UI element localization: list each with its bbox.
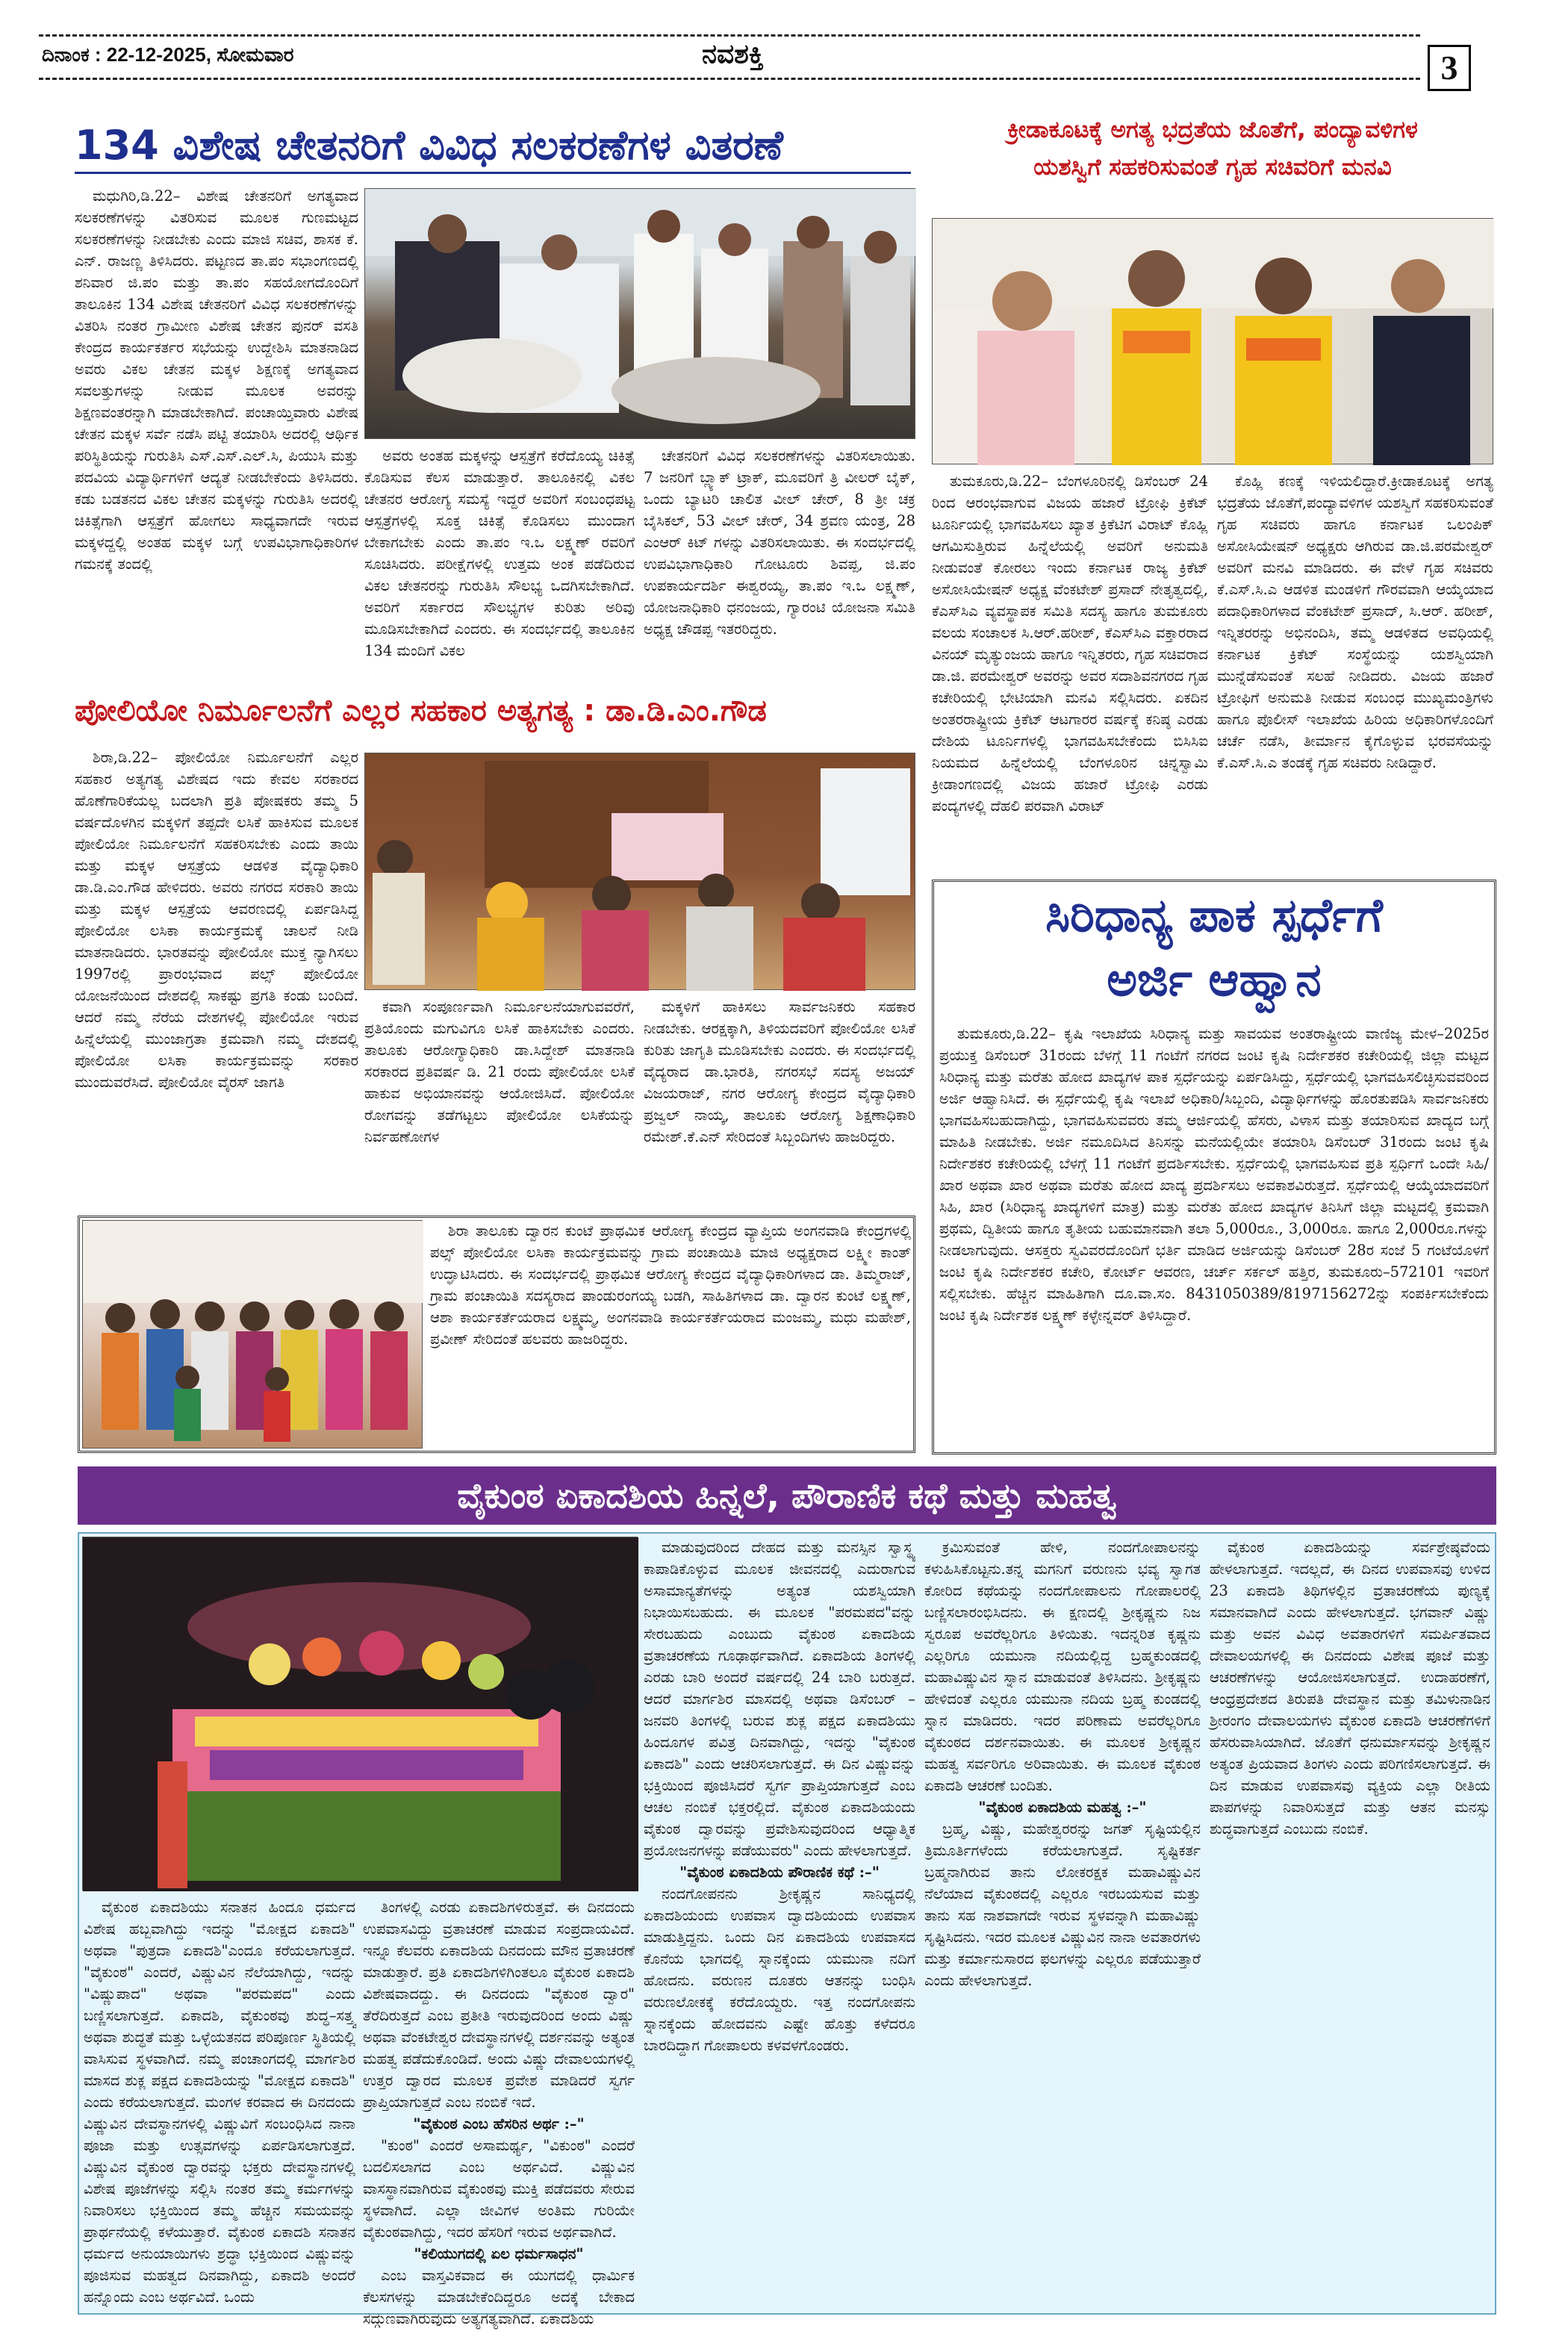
story2-text-col2: ಕವಾಗಿ ಸಂಪೂರ್ಣವಾಗಿ ನಿರ್ಮೂಲನೆಯಾಗುವವರೆಗೆ, ಪ್ರತಿಯೊಂದು ಮಗುವಿಗೂ ಲಸಿಕೆ ಹಾಕಿಸಬೇಕು ಎಂದರು. ತಾಲೂಕು ಆರೋಗ್ಯಾಧಿಕಾರಿ ಡಾ.ಸಿದ್ದೇಶ್ ಮಾತನಾಡಿ ಸರಕಾರದ ಪ್ರತಿವರ್ಷ ಡಿ. 21 ರಂದು ಪೋಲಿಯೋ ಲಸಿಕೆ ಹಾಕುವ ಅಭಿಯಾನವನ್ನು ಆಯೋಜಿಸಿದೆ. ಪೋಲಿಯೋ ರೋಗವನ್ನು ತಡೆಗಟ್ಟಲು ಪೋಲಿಯೋ ಲಸಿಕೆಯನ್ನು ನಿರ್ವಹಣೋಗಳ [364,998,635,1145]
story3-headline-line2: ಯಶಸ್ವಿಗೆ ಸಹಕರಿಸುವಂತೆ ಗೃಹ ಸಚಿವರಿಗೆ ಮನವಿ [1033,154,1392,181]
story4-headline-line2: ಅರ್ಜಿ ಆಹ್ವಾನ [1107,952,1322,1007]
story5-col2-subhead2: "ಕಲಿಯುಗದಲ್ಲಿ ಏಲ ಧರ್ಮಸಾಧನ" [414,2245,584,2262]
story3-headline-line1: ಕ್ರೀಡಾಕೂಟಕ್ಕೆ ಅಗತ್ಯ ಭದ್ರತೆಯ ಜೊತೆಗೆ, ಪಂದ್ಯಾವಳಿಗಳ [1007,116,1418,143]
story5-text-col1: ವೈಕುಂಠ ಏಕಾದಶಿಯು ಸನಾತನ ಹಿಂದೂ ಧರ್ಮದ ವಿಶೇಷ ಹಬ್ಬವಾಗಿದ್ದು ಇದನ್ನು "ಮೋಕ್ಷದ ಏಕಾದಶಿ" ಅಥವಾ "ಪುತ್ರದಾ ಏಕಾದಶಿ"ಎಂದೂ ಕರೆಯಲಾಗುತ್ತದೆ. "ವೈಕುಂಠ" ಎಂದರೆ, ವಿಷ್ಣುವಿನ ನೆಲೆಯಾಗಿದ್ದು, ಇದನ್ನು "ವಿಷ್ಣುಪಾದ" ಅಥವಾ "ಪರಮಪದ" ಎಂದು ಬಣ್ಣಿಸಲಾಗುತ್ತದೆ. ಏಕಾದಶಿ, ವೈಕುಂಠವು ಶುದ್ಧ–ಸತ್ತ್ವ ಅಥವಾ ಶುದ್ಧತೆ ಮತ್ತು ಒಳ್ಳೆಯತನದ ಪರಿಪೂರ್ಣ ಸ್ಥಿತಿಯಲ್ಲಿ ವಾಸಿಸುವ ಸ್ಥಳವಾಗಿದೆ. ನಮ್ಮ ಪಂಚಾಂಗದಲ್ಲಿ ಮಾರ್ಗಶಿರ ಮಾಸದ ಶುಕ್ಲ ಪಕ್ಷದ ಏಕಾದಶಿಯನ್ನು "ಮೋಕ್ಷದ ಏಕಾದಶಿ" ಎಂದು ಕರೆಯಲಾಗುತ್ತದೆ. ಮಂಗಳ ಕರವಾದ ಈ ದಿನದಂದು ವಿಷ್ಣುವಿನ ದೇವಸ್ಥಾನಗಳಲ್ಲಿ ವಿಷ್ಣುವಿಗೆ ಸಂಬಂಧಿಸಿದ ನಾನಾ ಪೂಜಾ ಮತ್ತು ಉತ್ಸವಗಳನ್ನು ಏರ್ಪಡಿಸಲಾಗುತ್ತದೆ. ವಿಷ್ಣುವಿನ ವೈಕುಂಠ ದ್ವಾರವನ್ನು ಭಕ್ತರು ದೇವಸ್ಥಾನಗಳಲ್ಲಿ ವಿಶೇಷ ಪೂಜೆಗಳನ್ನು ಸಲ್ಲಿಸಿ ನಂತರ ತಮ್ಮ ಕರ್ಮಗಳನ್ನು ನಿವಾರಿಸಲು ಭಕ್ತಿಯಿಂದ ತಮ್ಮ ಹೆಚ್ಚಿನ ಸಮಯವನ್ನು ಪ್ರಾರ್ಥನೆಯಲ್ಲಿ ಕಳೆಯುತ್ತಾರೆ. ವೈಕುಂಠ ಏಕಾದಶಿ ಸನಾತನ ಧರ್ಮದ ಅನುಯಾಯಿಗಳು ಶ್ರದ್ಧಾ ಭಕ್ತಿಯಿಂದ ವಿಷ್ಣುವನ್ನು ಪೂಜಿಸುವ ಮಹತ್ವದ ದಿನವಾಗಿದ್ದು, ಏಕಾದಶಿ ಅಂದರೆ ಹನ್ನೊಂದು ಎಂಬ ಅರ್ಥವಿದೆ. ಒಂದು [84,1899,355,2306]
story4-text: ತುಮಕೂರು,ಡಿ.22– ಕೃಷಿ ಇಲಾಖೆಯ ಸಿರಿಧಾನ್ಯ ಮತ್ತು ಸಾವಯವ ಅಂತರಾಷ್ಟ್ರೀಯ ವಾಣಿಜ್ಯ ಮೇಳ–2025ರ ಪ್ರಯುಕ್ತ ಡಿಸೆಂಬರ್ 31ರಂದು ಬೆಳಗ್ಗೆ 11 ಗಂಟೆಗೆ ನಗರದ ಜಂಟಿ ಕೃಷಿ ನಿರ್ದೇಶಕರ ಕಚೇರಿಯಲ್ಲಿ ಜಿಲ್ಲಾ ಮಟ್ಟದ ಸಿರಿಧಾನ್ಯ ಮತ್ತು ಮರೆತು ಹೋದ ಖಾದ್ಯಗಳ ಪಾಕ ಸ್ಪರ್ಧೆಯನ್ನು ಏರ್ಪಡಿಸಿದ್ದು, ಸ್ಪರ್ಧೆಯಲ್ಲಿ ಭಾಗವಹಿಸಲಿಚ್ಛಿಸುವವರಿಂದ ಅರ್ಜಿ ಆಹ್ವಾನಿಸಿದೆ. ಈ ಸ್ಪರ್ಧೆಯಲ್ಲಿ ಕೃಷಿ ಇಲಾಖೆ ಅಧಿಕಾರಿ/ಸಿಬ್ಬಂದಿ, ವಿದ್ಯಾರ್ಥಿಗಳನ್ನು ಹೊರತುಪಡಿಸಿ ಸಾರ್ವಜನಿಕರು ಭಾಗವಹಿಸಬಹುದಾಗಿದ್ದು, ಭಾಗವಹಿಸುವವರು ತಮ್ಮ ಆರ್ಜಿಯಲ್ಲಿ ಹೆಸರು, ವಿಳಾಸ ಮತ್ತು ತಯಾರಿಸುವ ಖಾದ್ಯದ ಬಗ್ಗೆ ಮಾಹಿತಿ ನೀಡಬೇಕು. ಅರ್ಜಿ ನಮೂದಿಸಿದ ತಿನಿಸನ್ನು ಮನೆಯಲ್ಲಿಯೇ ತಯಾರಿಸಿ ಡಿಸೆಂಬರ್ 31ರಂದು ಜಂಟಿ ಕೃಷಿ ನಿರ್ದೇಶಕರ ಕಚೇರಿಯಲ್ಲಿ ಬೆಳಗ್ಗೆ 11 ಗಂಟೆಗೆ ಪ್ರದರ್ಶಿಸಬೇಕು. ಸ್ಪರ್ಧೆಯಲ್ಲಿ ಭಾಗವಹಿಸುವ ಪ್ರತಿ ಸ್ಪರ್ಧಿಗೆ ಒಂದೇ ಸಿಹಿ/ಖಾರ ಅಥವಾ ಖಾರ ಅಥವಾ ಮರೆತು ಹೋದ ಖಾದ್ಯ ಪ್ರದರ್ಶಿಸಲು ಅವಕಾಶವಿರುತ್ತದೆ. ಸ್ಪರ್ಧೆಯಲ್ಲಿ ಆಯ್ಕೆಯಾದವರಿಗೆ ಸಿಹಿ, ಖಾರ (ಸಿರಿಧಾನ್ಯ ಖಾದ್ಯಗಳಿಗೆ ಮಾತ್ರ) ಮತ್ತು ಮರೆತು ಹೋದ ಖಾದ್ಯಗಳ ತಿನಿಸಿಗೆ ಜಿಲ್ಲಾ ಮಟ್ಟದಲ್ಲಿ ಕ್ರಮವಾಗಿ ಪ್ರಥಮ, ದ್ವಿತೀಯ ಹಾಗೂ ತೃತೀಯ ಬಹುಮಾನವಾಗಿ ತಲಾ 5,000ರೂ., 3,000ರೂ. ಹಾಗೂ 2,000ರೂ.ಗಳನ್ನು ನೀಡಲಾಗುವುದು. ಆಸಕ್ತರು ಸ್ವವಿವರದೊಂದಿಗೆ ಭರ್ತಿ ಮಾಡಿದ ಅರ್ಜಿಯನ್ನು ಡಿಸೆಂಬರ್ 28ರ ಸಂಜೆ 5 ಗಂಟೆಯೊಳಗೆ ಜಂಟಿ ಕೃಷಿ ನಿರ್ದೇಶಕರ ಕಚೇರಿ, ಕೋರ್ಟ್ ಆವರಣ, ಚರ್ಚ್ ಸರ್ಕಲ್ ಹತ್ತಿರ, ತುಮಕೂರು–572101 ಇವರಿಗೆ ಸಲ್ಲಿಸಬೇಕು. ಹೆಚ್ಚಿನ ಮಾಹಿತಿಗಾಗಿ ದೂ.ವಾ.ಸಂ. 8431050389/8197156272ನ್ನು ಸಂಪರ್ಕಿಸಬೇಕೆಂದು ಜಂಟಿ ಕೃಷಿ ನಿರ್ದೇಶಕ ಲಕ್ಷ್ಮಣ್ ಕಳ್ಳೇನ್ನವರ್ ತಿಳಿಸಿದ್ದಾರೆ. [939,1025,1489,1324]
story5-banner: ವೈಕುಂಠ ಏಕಾದಶಿಯ ಹಿನ್ನಲೆ, ಪೌರಾಣಿಕ ಕಥೆ ಮತ್ತು ಮಹತ್ವ [78,1466,1496,1525]
story5-col2-subhead1: "ವೈಕುಂಠ ಎಂಬ ಹೆಸರಿನ ಅರ್ಥ :–" [413,2115,585,2132]
story5-text-col4: ಕ್ರಮಿಸುವಂತೆ ಹೇಳಿ, ನಂದಗೋಪಾಲನನ್ನು ಕಳುಹಿಸಿಕೊಟ್ಟನು.ತನ್ನ ಮಗನಿಗೆ ವರುಣನು ಭವ್ಯ ಸ್ವಾಗತ ಕೋರಿದ ಕಥೆಯನ್ನು ನಂದಗೋಪಾಲನು ಗೋಪಾಲರಲ್ಲಿ ಬಣ್ಣಿಸಲಾರಂಭಿಸಿದನು. ಈ ಕ್ಷಣದಲ್ಲಿ ಶ್ರೀಕೃಷ್ಣನು ನಿಜ ಸ್ವರೂಪ ಅವರೆಲ್ಲರಿಗೂ ತಿಳಿಯಿತು. ಇದನ್ನರಿತ ಕೃಷ್ಣನು ಎಲ್ಲರಿಗೂ ಯಮುನಾ ನದಿಯಲ್ಲಿದ್ದ ಬ್ರಹ್ಮಕುಂಡದಲ್ಲಿ ಮಹಾವಿಷ್ಣುವಿನ ಸ್ನಾನ ಮಾಡುವಂತೆ ತಿಳಿಸಿದನು. ಶ್ರೀಕೃಷ್ಣನು ಹೇಳಿದಂತೆ ಎಲ್ಲರೂ ಯಮುನಾ ನದಿಯ ಬ್ರಹ್ಮ ಕುಂಡದಲ್ಲಿ ಸ್ನಾನ ಮಾಡಿದರು. ಇದರ ಪರಿಣಾಮ ಅವರೆಲ್ಲರಿಗೂ ವೈಕುಂಠದ ದರ್ಶನವಾಯಿತು. ಈ ಮೂಲಕ ಶ್ರೀಕೃಷ್ಣನ ಮಹತ್ವ ಸರ್ವರಿಗೂ ಅರಿವಾಯಿತು. ಈ ಮೂಲಕ ವೈಕುಂಠ ಏಕಾದಶಿ ಆಚರಣೆ ಬಂದಿತು. "ವೈಕುಂಠ ಏಕಾದಶಿಯ ಮಹತ್ವ :–" ಬ್ರಹ್ಮ, ವಿಷ್ಣು, ಮಹೇಶ್ವರರನ್ನು ಜಗತ್ ಸೃಷ್ಟಿಯಲ್ಲಿನ ತ್ರಿಮೂರ್ತಿಗಳೆಂದು ಕರೆಯಲಾಗುತ್ತದೆ. ಸೃಷ್ಟಿಕರ್ತ ಬ್ರಹ್ಮನಾಗಿರುವ ತಾನು ಲೋಕರಕ್ಷಕ ಮಹಾವಿಷ್ಣುವಿನ ನೆಲೆಯಾದ ವೈಕುಂಠದಲ್ಲಿ ಎಲ್ಲರೂ ಇರಬಯಸುವ ಮತ್ತು ತಾನು ಸಹ ನಾಶವಾಗದೇ ಇರುವ ಸ್ಥಳವನ್ನಾಗಿ ಮಹಾವಿಷ್ಣು ಸೃಷ್ಟಿಸಿದನು. ಇದರ ಮೂಲಕ ವಿಷ್ಣುವಿನ ನಾನಾ ಅವತಾರಗಳು ಮತ್ತು ಕರ್ಮಾನುಸಾರದ ಫಲಗಳನ್ನು ಎಲ್ಲರೂ ಪಡೆಯುತ್ತಾರೆ ಎಂದು ಹೇಳಲಾಗುತ್ತದೆ. [924,1539,1201,1989]
story5-photo [82,1537,638,1891]
story5-col3-subhead: "ವೈಕುಂಠ ಏಕಾದಶಿಯ ಪೌರಾಣಿಕ ಕಥೆ :–" [679,1864,880,1881]
masthead-rule [39,78,1420,80]
story5-text-col2: ತಿಂಗಳಲ್ಲಿ ಎರಡು ಏಕಾದಶಿಗಳಿರುತ್ತವೆ. ಈ ದಿನದಂದು ಉಪವಾಸವಿದ್ದು ವ್ರತಾಚರಣೆ ಮಾಡುವ ಸಂಪ್ರದಾಯವಿದೆ. ಇನ್ನೂ ಕೆಲವರು ಏಕಾದಶಿಯ ದಿನದಂದು ಮೌನ ವ್ರತಾಚರಣೆ ಮಾಡುತ್ತಾರೆ. ಪ್ರತಿ ಏಕಾದಶಿಗಳಿಗಿಂತಲೂ ವೈಕುಂಠ ಏಕಾದಶಿ ವಿಶೇಷವಾದದ್ದು. ಈ ದಿನದಂದು "ವೈಕುಂಠ ದ್ವಾರ" ತೆರೆದಿರುತ್ತದೆ ಎಂಬ ಪ್ರತೀತಿ ಇರುವುದರಿಂದ ಅಂದು ವಿಷ್ಣು ಅಥವಾ ವೆಂಕಟೇಶ್ವರ ದೇವಸ್ಥಾನಗಳಲ್ಲಿ ದರ್ಶನವನ್ನು ಅತ್ಯಂತ ಮಹತ್ವ ಪಡೆದುಕೊಂಡಿದೆ. ಅಂದು ವಿಷ್ಣು ದೇವಾಲಯಗಳಲ್ಲಿ ಉತ್ತರ ದ್ವಾರದ ಮೂಲಕ ಪ್ರವೇಶ ಮಾಡಿದರೆ ಸ್ವರ್ಗ ಪ್ರಾಪ್ತಿಯಾಗುತ್ತದೆ ಎಂಬ ನಂಬಿಕೆ ಇದೆ. "ವೈಕುಂಠ ಎಂಬ ಹೆಸರಿನ ಅರ್ಥ :–" "ಕುಂಠ" ಎಂದರೆ ಅಸಾಮರ್ಥ್ಯ, "ವಿಕುಂಠ" ಎಂದರೆ ಬದಲಿಸಲಾಗದ ಎಂಬ ಅರ್ಥವಿದೆ. ವಿಷ್ಣುವಿನ ವಾಸಸ್ಥಾನವಾಗಿರುವ ವೈಕುಂಠವು ಮುಕ್ತಿ ಪಡೆದವರು ಸೇರುವ ಸ್ಥಳವಾಗಿದೆ. ಎಲ್ಲಾ ಜೀವಿಗಳ ಅಂತಿಮ ಗುರಿಯೇ ವೈಕುಂಠವಾಗಿದ್ದು, ಇದರ ಹೆಸರಿಗೆ ಇರುವ ಅರ್ಥವಾಗಿದೆ. "ಕಲಿಯುಗದಲ್ಲಿ ಏಲ ಧರ್ಮಸಾಧನ" ಎಂಬ ವಾಸ್ತವಿಕವಾದ ಈ ಯುಗದಲ್ಲಿ ಧಾರ್ಮಿಕ ಕೆಲಸಗಳನ್ನು ಮಾಡಬೇಕೆಂದಿದ್ದರೂ ಅದಕ್ಕೆ ಬೇಕಾದ ಸದ್ಗುಣವಾಗಿರುವುದು ಅತ್ಯಗತ್ಯವಾಗಿದೆ. ಏಕಾದಶಿಯ [363,1899,635,2327]
story4-headline-line1: ಸಿರಿಧಾನ್ಯ ಪಾಕ ಸ್ಪರ್ಧೆಗೆ [1045,888,1383,942]
story1-text-col2: ಅವರು ಅಂತಹ ಮಕ್ಕಳನ್ನು ಆಸ್ಪತ್ರೆಗೆ ಕರೆದೊಯ್ಯ ಚಿಕಿತ್ಸೆ ಕೊಡಿಸುವ ಕೆಲಸ ಮಾಡುತ್ತಾರೆ. ತಾಲೂಕಿನಲ್ಲಿ ವಿಕಲ ಚೇತನರ ಆರೋಗ್ಯ ಸಮಸ್ಯೆ ಇದ್ದರೆ ಅವರಿಗೆ ಸಂಬಂಧಪಟ್ಟ ಆಸ್ಪತ್ರೆಗಳಲ್ಲಿ ಸೂಕ್ತ ಚಿಕಿತ್ಸೆ ಕೊಡಿಸಲು ಮುಂದಾಗ ಬೇಕಾಗಬೇಕು ಎಂದು ತಾ.ಪಂ ಇ.ಒ ಲಕ್ಷ್ಮಣ್ ರವರಿಗೆ ಸೂಚಿಸಿದರು. ಪರೀಕ್ಷೆಗಳಲ್ಲಿ ಉತ್ತಮ ಅಂಕ ಪಡೆದಿರುವ ವಿಕಲ ಚೇತನರನ್ನು ಗುರುತಿಸಿ ಸೌಲಭ್ಯ ಒದಗಿಸಬೇಕಾಗಿದೆ. ಅವರಿಗೆ ಸರ್ಕಾರದ ಸೌಲಭ್ಯಗಳ ಕುರಿತು ಅರಿವು ಮೂಡಿಸಬೇಕಾಗಿದೆ ಎಂದರು. ಈ ಸಂದರ್ಭದಲ್ಲಿ ತಾಲೂಕಿನ 134 ಮಂದಿಗೆ ವಿಕಲ [364,447,635,659]
story1-photo [364,188,915,439]
story2-headline: ಪೋಲಿಯೋ ನಿರ್ಮೂಲನೆಗೆ ಎಲ್ಲರ ಸಹಕಾರ ಅತ್ಯಗತ್ಯ : ಡಾ.ಡಿ.ಎಂ.ಗೌಡ [75,694,767,728]
date-line: ದಿನಾಂಕ : 22-12-2025, ಸೋಮವಾರ [42,43,294,66]
story2-text-col1: ಶಿರಾ,ಡಿ.22– ಪೋಲಿಯೋ ನಿರ್ಮೂಲನೆಗೆ ಎಲ್ಲರ ಸಹಕಾರ ಅತ್ಯಗತ್ಯ ವಿಶೇಷದ ಇದು ಕೇವಲ ಸರಕಾರದ ಹೊಣೆಗಾರಿಕೆಯಲ್ಲ ಬದಲಾಗಿ ಪ್ರತಿ ಪೋಷಕರು ತಮ್ಮ 5 ವರ್ಷದೊಳಗಿನ ಮಕ್ಕಳಿಗೆ ತಪ್ಪದೇ ಲಸಿಕೆ ಹಾಕಿಸುವ ಮೂಲಕ ಪೋಲಿಯೋ ನಿರ್ಮೂಲನೆಗೆ ಸಹಕರಿಸಬೇಕು ಎಂದು ತಾಯಿ ಮತ್ತು ಮಕ್ಕಳ ಆಸ್ಪತ್ರೆಯ ಆಡಳಿತ ವೈದ್ಯಾಧಿಕಾರಿ ಡಾ.ಡಿ.ಎಂ.ಗೌಡ ಹೇಳಿದರು. ಅವರು ನಗರದ ಸರಕಾರಿ ತಾಯಿ ಮತ್ತು ಮಕ್ಕಳ ಆಸ್ಪತ್ರೆಯ ಆವರಣದಲ್ಲಿ ಏರ್ಪಡಿಸಿದ್ದ ಪೋಲಿಯೋ ಲಸಿಕಾ ಕಾರ್ಯಕ್ರಮಕ್ಕೆ ಚಾಲನೆ ನೀಡಿ ಮಾತನಾಡಿದರು. ಭಾರತವನ್ನು ಪೋಲಿಯೋ ಮುಕ್ತ ನ್ಯಾಗಿಸಲು 1997ರಲ್ಲಿ ಪ್ರಾರಂಭವಾದ ಪಲ್ಸ್ ಪೋಲಿಯೋ ಯೋಜನೆಯಿಂದ ದೇಶದಲ್ಲಿ ಸಾಕಷ್ಟು ಪ್ರಗತಿ ಕಂಡು ಬಂದಿದೆ. ಆದರೆ ನಮ್ಮ ನೆರೆಯ ದೇಶಗಳಲ್ಲಿ ಪೋಲಿಯೋ ಇರುವ ಹಿನ್ನೆಲೆಯಲ್ಲಿ ಮುಂಜಾಗ್ರತಾ ಕ್ರಮವಾಗಿ ನಮ್ಮ ದೇಶದಲ್ಲಿ ಪೋಲಿಯೋ ಲಸಿಕಾ ಕಾರ್ಯಕ್ರಮವನ್ನು ಸರಕಾರ ಮುಂದುವರೆಸಿದೆ. ಪೋಲಿಯೋ ವೈರಸ್ ಜಾಗತಿ [75,749,358,1091]
story5-text-col3: ಮಾಡುವುದರಿಂದ ದೇಹದ ಮತ್ತು ಮನಸ್ಸಿನ ಸ್ವಾಸ್ಥ್ಯ ಕಾಪಾಡಿಕೊಳ್ಳುವ ಮೂಲಕ ಜೀವನದಲ್ಲಿ ಎದುರಾಗುವ ಅಸಾಮಾನ್ಯತೆಗಳನ್ನು ಅತ್ಯಂತ ಯಶಸ್ವಿಯಾಗಿ ನಿಭಾಯಿಸಬಹುದು. ಈ ಮೂಲಕ "ಪರಮಪದ"ವನ್ನು ಸೇರಬಹುದು ಎಂಬುದು ವೈಕುಂಠ ಏಕಾದಶಿಯ ವ್ರತಾಚರಣೆಯ ಗೂಢಾರ್ಥವಾಗಿದೆ. ಏಕಾದಶಿಯ ತಿಂಗಳಲ್ಲಿ ಎರಡು ಬಾರಿ ಅಂದರೆ ವರ್ಷದಲ್ಲಿ 24 ಬಾರಿ ಬರುತ್ತದೆ. ಆದರೆ ಮಾರ್ಗಶಿರ ಮಾಸದಲ್ಲಿ ಅಥವಾ ಡಿಸೆಂಬರ್ – ಜನವರಿ ತಿಂಗಳಲ್ಲಿ ಬರುವ ಶುಕ್ಲ ಪಕ್ಷದ ಏಕಾದಶಿಯು ಹಿಂದೂಗಳ ಪವಿತ್ರ ದಿನವಾಗಿದ್ದು, ಇದನ್ನು "ವೈಕುಂಠ ಏಕಾದಶಿ" ಎಂದು ಆಚರಿಸಲಾಗುತ್ತದೆ. ಈ ದಿನ ವಿಷ್ಣುವನ್ನು ಭಕ್ತಿಯಿಂದ ಪೂಜಿಸಿದರೆ ಸ್ವರ್ಗ ಪ್ರಾಪ್ತಿಯಾಗುತ್ತದೆ ಎಂಬ ಆಚಲ ನಂಬಿಕೆ ಭಕ್ತರಲ್ಲಿದೆ. ವೈಕುಂಠ ಏಕಾದಶಿಯಂದು ವೈಕುಂಠ ದ್ವಾರವನ್ನು ಪ್ರವೇಶಿಸುವುದರಿಂದ ಆಧ್ಯಾತ್ಮಿಕ ಪ್ರಯೋಜನಗಳನ್ನು ಪಡೆಯುವರು" ಎಂದು ಹೇಳಲಾಗುತ್ತದೆ. "ವೈಕುಂಠ ಏಕಾದಶಿಯ ಪೌರಾಣಿಕ ಕಥೆ :–" ನಂದಗೋಪನನು ಶ್ರೀಕೃಷ್ಣನ ಸಾನಿಧ್ಯದಲ್ಲಿ ಏಕಾದಶಿಯಂದು ಉಪವಾಸ ದ್ವಾದಶಿಯಂದು ಉಪವಾಸ ಮಾಡುತ್ತಿದ್ದನು. ಒಂದು ದಿನ ಏಕಾದಶಿಯ ಉಪವಾಸದ ಕೊನೆಯ ಭಾಗದಲ್ಲಿ ಸ್ನಾನಕ್ಕೆಂದು ಯಮುನಾ ನದಿಗೆ ಹೋದನು. ವರುಣನ ದೂತರು ಆತನನ್ನು ಬಂಧಿಸಿ ವರುಣಲೋಕಕ್ಕೆ ಕರೆದೊಯ್ದರು. ಇತ್ತ ನಂದಗೋಪನು ಸ್ನಾನಕ್ಕೆಂದು ಹೋದವನು ಎಷ್ಟೇ ಹೊತ್ತು ಕಳೆದರೂ ಬಾರದಿದ್ದಾಗ ಗೋಪಾಲರು ಕಳವಳಗೊಂಡರು. [644,1539,915,2054]
story5-text-col5: ವೈಕುಂಠ ಏಕಾದಶಿಯನ್ನು ಸರ್ವಶ್ರೇಷ್ಠವೆಂದು ಹೇಳಲಾಗುತ್ತದೆ. ಇದಲ್ಲದೆ, ಈ ದಿನದ ಉಪವಾಸವು ಉಳಿದ 23 ಏಕಾದಶಿ ತಿಥಿಗಳಲ್ಲಿನ ವ್ರತಾಚರಣೆಯ ಪುಣ್ಯಕ್ಕೆ ಸಮಾನವಾಗಿದೆ ಎಂದು ಹೇಳಲಾಗುತ್ತದೆ. ಭಗವಾನ್ ವಿಷ್ಣು ಮತ್ತು ಅವನ ವಿವಿಧ ಅವತಾರಗಳಿಗೆ ಸಮರ್ಪಿತವಾದ ದೇವಾಲಯಗಳಲ್ಲಿ ಈ ದಿನದಂದು ವಿಶೇಷ ಪೂಜೆ ಮತ್ತು ಆಚರಣೆಗಳನ್ನು ಆಯೋಜಿಸಲಾಗುತ್ತದೆ. ಉದಾಹರಣೆಗೆ, ಆಂಧ್ರಪ್ರದೇಶದ ತಿರುಪತಿ ದೇವಸ್ಥಾನ ಮತ್ತು ತಮಿಳುನಾಡಿನ ಶ್ರೀರಂಗಂ ದೇವಾಲಯಗಳು ವೈಕುಂಠ ಏಕಾದಶಿ ಆಚರಣೆಗಳಿಗೆ ಹೆಸರುವಾಸಿಯಾಗಿದೆ. ಜೊತೆಗೆ ಧನುರ್ಮಾಸವನ್ನು ಶ್ರೀಕೃಷ್ಣನ ಅತ್ಯಂತ ಪ್ರಿಯವಾದ ತಿಂಗಳು ಎಂದು ಪರಿಗಣಿಸಲಾಗುತ್ತದೆ. ಈ ದಿನ ಮಾಡುವ ಉಪವಾಸವು ವ್ಯಕ್ತಿಯ ಎಲ್ಲಾ ರೀತಿಯ ಪಾಪಗಳನ್ನು ನಿವಾರಿಸುತ್ತದೆ ಮತ್ತು ಆತನ ಮನಸ್ಸು ಶುದ್ಧವಾಗುತ್ತದೆ ಎಂಬುದು ನಂಬಿಕೆ. [1210,1539,1490,1838]
story2-photo [364,753,915,990]
story1-text-col1: ಮಧುಗಿರಿ,ಡಿ.22– ವಿಶೇಷ ಚೇತನರಿಗೆ ಅಗತ್ಯವಾದ ಸಲಕರಣೆಗಳನ್ನು ವಿತರಿಸುವ ಮೂಲಕ ಗುಣಮಟ್ಟದ ಸಲಕರಣೆಗಳನ್ನು ನೀಡಬೇಕು ಎಂದು ಮಾಜಿ ಸಚಿವ, ಶಾಸಕ ಕೆ. ಎನ್. ರಾಜಣ್ಣ ತಿಳಿಸಿದರು. ಪಟ್ಟಣದ ತಾ.ಪಂ ಸಭಾಂಗಣದಲ್ಲಿ ಶನಿವಾರ ಜಿ.ಪಂ ಮತ್ತು ತಾ.ಪಂ ಸಹಯೋಗದೊಂದಿಗೆ ತಾಲೂಕಿನ 134 ವಿಶೇಷ ಚೇತನರಿಗೆ ವಿವಿಧ ಸಲಕರಣೆಗಳನ್ನು ವಿತರಿಸಿ ನಂತರ ಗ್ರಾಮೀಣ ವಿಶೇಷ ಚೇತನ ಪುನರ್ ವಸತಿ ಕೇಂದ್ರದ ಕಾರ್ಯಕರ್ತರ ಸಭೆಯನ್ನು ಉದ್ದೇಶಿಸಿ ಮಾತನಾಡಿದ ಅವರು ವಿಕಲ ಚೇತನ ಮಕ್ಕಳ ಶಿಕ್ಷಣಕ್ಕೆ ಅಗತ್ಯವಾದ ಸವಲತ್ತುಗಳನ್ನು ನೀಡುವ ಮೂಲಕ ಅವರನ್ನು ಶಿಕ್ಷಣವಂತರನ್ನಾಗಿ ಮಾಡಬೇಕಾಗಿದೆ. ಪಂಚಾಯ್ತಿವಾರು ವಿಶೇಷ ಚೇತನ ಮಕ್ಕಳ ಸರ್ವೆ ನಡೆಸಿ ಪಟ್ಟಿ ತಯಾರಿಸಿ ಅದರಲ್ಲಿ ಆರ್ಥಿಕ ಪರಿಸ್ಥಿತಿಯನ್ನು ಗುರುತಿಸಿ ಎಸ್.ಎಸ್.ಎಲ್.ಸಿ, ಪಿಯುಸಿ ಮತ್ತು ಪದವಿಯ ವಿದ್ಯಾರ್ಥಿಗಳಿಗೆ ಆದ್ಯತೆ ನೀಡಬೇಕೆಂದು ತಿಳಿಸಿದರು. ಕಡು ಬಡತನದ ವಿಕಲ ಚೇತನ ಮಕ್ಕಳನ್ನು ಗುರುತಿಸಿ ಅದರಲ್ಲಿ ಚಿಕಿತ್ಸೆಗಾಗಿ ಆಸ್ಪತ್ರೆಗೆ ಹೋಗಲು ಸಾಧ್ಯವಾಗದೇ ಇರುವ ಮಕ್ಕಳದ್ದಲ್ಲಿ ಅಂತಹ ಮಕ್ಕಳ ಬಗ್ಗೆ ಉಪವಿಭಾಗಾಧಿಕಾರಿಗಳ ಗಮನಕ್ಕೆ ತಂದಲ್ಲಿ [75,187,358,573]
story5-col4-subhead: "ವೈಕುಂಠ ಏಕಾದಶಿಯ ಮಹತ್ವ :–" [978,1799,1147,1816]
top-rule [39,34,1420,37]
paper-name: ನವಶಕ್ತಿ [702,39,764,69]
story2-sub-photo [82,1220,423,1449]
story3-text-col2: ಕೊಹ್ಲಿ ಕಣಕ್ಕೆ ಇಳಿಯಲಿದ್ದಾರೆ.ಕ್ರೀಡಾಕೂಟಕ್ಕೆ ಅಗತ್ಯ ಭದ್ರತೆಯ ಜೊತೆಗೆ,ಪಂದ್ಯಾವಳಿಗಳ ಯಶಸ್ವಿಗೆ ಸಹಕರಿಸುವಂತೆ ಗೃಹ ಸಚಿವರು ಹಾಗೂ ಕರ್ನಾಟಕ ಒಲಂಪಿಕ್ ಅಸೋಸಿಯೇಷನ್ ಅಧ್ಯಕ್ಷರು ಆಗಿರುವ ಡಾ.ಜಿ.ಪರಮೇಶ್ವರ್ ಅವರಿಗೆ ಮನವಿ ಮಾಡಿದರು. ಈ ವೇಳೆ ಗೃಹ ಸಚಿವರು ಕೆ.ಎಸ್.ಸಿ.ಎ ಆಡಳಿತ ಮಂಡಳಿಗೆ ಗೌರವವಾಗಿ ಆಯ್ಕೆಯಾದ ಪದಾಧಿಕಾರಿಗಳಾದ ವೆಂಕಟೇಶ್ ಪ್ರಸಾದ್, ಸಿ.ಆರ್. ಹರೀಶ್, ಇನ್ನಿತರರನ್ನು ಅಭಿನಂದಿಸಿ, ತಮ್ಮ ಆಡಳಿತದ ಅವಧಿಯಲ್ಲಿ ಕರ್ನಾಟಕ ಕ್ರಿಕೆಟ್ ಸಂಸ್ಥೆಯನ್ನು ಯಶಸ್ವಿಯಾಗಿ ಮುನ್ನೆಡೆಸುವಂತೆ ಸಲಹೆ ನೀಡಿದರು. ವಿಜಯ ಹಜಾರೆ ಟ್ರೋಫಿಗೆ ಅನುಮತಿ ನೀಡುವ ಸಂಬಂಧ ಮುಖ್ಯಮಂತ್ರಿಗಳು ಹಾಗೂ ಪೊಲೀಸ್ ಇಲಾಖೆಯ ಹಿರಿಯ ಅಧಿಕಾರಿಗಳೊಂದಿಗೆ ಚರ್ಚೆ ನಡೆಸಿ, ತೀರ್ಮಾನ ಕೈಗೊಳ್ಳುವ ಭರವಸೆಯನ್ನು ಕೆ.ಎಸ್.ಸಿ.ಎ ತಂಡಕ್ಕೆ ಗೃಹ ಸಚಿವರು ನೀಡಿದ್ದಾರೆ. [1217,473,1493,771]
story3-photo [932,218,1493,464]
story2-text-col3: ಮಕ್ಕಳಿಗೆ ಹಾಕಿಸಲು ಸಾರ್ವಜನಿಕರು ಸಹಕಾರ ನೀಡಬೇಕು. ಆರಕ್ಷಕ್ಕಾಗಿ, ತಿಳಿಯದವರಿಗೆ ಪೋಲಿಯೋ ಲಸಿಕೆ ಕುರಿತು ಜಾಗೃತಿ ಮೂಡಿಸಬೇಕು ಎಂದರು. ಈ ಸಂದರ್ಭದಲ್ಲಿ ವೈದ್ಯರಾದ ಡಾ.ಭಾರತಿ, ನಗರಸಭೆ ಸದಸ್ಯ ಅಜಯ್ ವಿಜಯರಾಜ್, ನಗರ ಆರೋಗ್ಯ ಕೇಂದ್ರದ ವೈದ್ಯಾಧಿಕಾರಿ ಪ್ರಜ್ವಲ್ ನಾಯ್ಕ, ತಾಲೂಕು ಆರೋಗ್ಯ ಶಿಕ್ಷಣಾಧಿಕಾರಿ ರಮೇಶ್.ಕೆ.ಎನ್ ಸೇರಿದಂತೆ ಸಿಬ್ಬಂದಿಗಳು ಹಾಜರಿದ್ದರು. [644,998,915,1145]
story2-sub-text: ಶಿರಾ ತಾಲೂಕು ದ್ವಾರನ ಕುಂಟೆ ಪ್ರಾಥಮಿಕ ಆರೋಗ್ಯ ಕೇಂದ್ರದ ವ್ಯಾಪ್ತಿಯ ಅಂಗನವಾಡಿ ಕೇಂದ್ರಗಳಲ್ಲಿ ಪಲ್ಸ್ ಪೋಲಿಯೋ ಲಸಿಕಾ ಕಾರ್ಯಕ್ರಮವನ್ನು ಗ್ರಾಮ ಪಂಚಾಯಿತಿ ಮಾಜಿ ಅಧ್ಯಕ್ಷರಾದ ಲಕ್ಷ್ಮೀ ಕಾಂತ್ ಉದ್ಘಾಟಿಸಿದರು. ಈ ಸಂದರ್ಭದಲ್ಲಿ ಪ್ರಾಥಮಿಕ ಆರೋಗ್ಯ ಕೇಂದ್ರದ ವೈದ್ಯಾಧಿಕಾರಿಗಳಾದ ಡಾ. ತಿಮ್ಮರಾಜ್, ಗ್ರಾಮ ಪಂಚಾಯಿತಿ ಸದಸ್ಯರಾದ ಪಾಂಡುರಂಗಯ್ಯ ಬಡಗಿ, ಸಾಹಿತಿಗಳಾದ ಡಾ. ದ್ವಾರನ ಕುಂಟೆ ಲಕ್ಷ್ಮಣ್, ಆಶಾ ಕಾರ್ಯಕರ್ತೆಯರಾದ ಲಕ್ಷ್ಮಮ್ಮ, ಅಂಗನವಾಡಿ ಕಾರ್ಯಕರ್ತೆಯರಾದ ಮಂಜಮ್ಮ, ಮಧು ಮಹೇಶ್, ಪ್ರವೀಣ್ ಸೇರಿದಂತೆ ಹಲವರು ಹಾಜರಿದ್ದರು. [430,1222,911,1348]
story3-text-col1: ತುಮಕೂರು,ಡಿ.22– ಬೆಂಗಳೂರಿನಲ್ಲಿ ಡಿಸೆಂಬರ್ 24 ರಿಂದ ಆರಂಭವಾಗುವ ವಿಜಯ ಹಜಾರೆ ಟ್ರೋಫಿ ಕ್ರಿಕೆಟ್ ಟೂರ್ನಿಯಲ್ಲಿ ಭಾಗವಹಿಸಲು ಖ್ಯಾತ ಕ್ರಿಕೆಟಿಗ ವಿರಾಟ್ ಕೊಹ್ಲಿ ಆಗಮಿಸುತ್ತಿರುವ ಹಿನ್ನೆಲೆಯಲ್ಲಿ ಅವರಿಗೆ ಅನುಮತಿ ನೀಡುವಂತೆ ಕೋರಲು ಇಂದು ಕರ್ನಾಟಕ ರಾಜ್ಯ ಕ್ರಿಕೆಟ್ ಅಸೋಸಿಯೇಷನ್ ಅಧ್ಯಕ್ಷ ವೆಂಕಟೇಶ್ ಪ್ರಸಾದ್ ನೇತೃತ್ವದಲ್ಲಿ, ಕೆಎಸ್‌ಸಿಎ ವ್ಯವಸ್ಥಾಪಕ ಸಮಿತಿ ಸದಸ್ಯ ಹಾಗೂ ತುಮಕೂರು ವಲಯ ಸಂಚಾಲಕ ಸಿ.ಆರ್.ಹರೀಶ್, ಕೆಎಸ್‌ಸಿಎ ವಕ್ತಾರರಾದ ವಿನಯ್ ಮೃತ್ಯುಂಜಯ ಹಾಗೂ ಇನ್ನಿತರರು, ಗೃಹ ಸಚಿವರಾದ ಡಾ.ಜಿ. ಪರಮೇಶ್ವರ್ ಅವರನ್ನು ಅವರ ಸದಾಶಿವನಗರದ ಗೃಹ ಕಚೇರಿಯಲ್ಲಿ ಭೇಟಿಯಾಗಿ ಮನವಿ ಸಲ್ಲಿಸಿದರು. ಏಕದಿನ ಅಂತರರಾಷ್ಟ್ರೀಯ ಕ್ರಿಕೆಟ್ ಆಟಗಾರರ ವರ್ಷಕ್ಕೆ ಕನಿಷ್ಠ ಎರಡು ದೇಶಿಯ ಟೂರ್ನಿಗಳಲ್ಲಿ ಭಾಗವಹಿಸಬೇಕೆಂದು ಬಿಸಿಸಿಐ ನಿಯಮದ ಹಿನ್ನೆಲೆಯಲ್ಲಿ ಬೆಂಗಳೂರಿನ ಚಿನ್ನಸ್ವಾಮಿ ಕ್ರೀಡಾಂಗಣದಲ್ಲಿ ವಿಜಯ ಹಜಾರೆ ಟ್ರೋಫಿ ಎರಡು ಪಂದ್ಯಗಳಲ್ಲಿ ದೆಹಲಿ ಪರವಾಗಿ ವಿರಾಟ್ [932,473,1208,815]
story1-text-col3: ಚೇತನರಿಗೆ ವಿವಿಧ ಸಲಕರಣೆಗಳನ್ನು ವಿತರಿಸಲಾಯಿತು. 7 ಜನರಿಗೆ ಬ್ಲ್ಯಾಕ್ ಟ್ರಾಕ್, ಮೂವರಿಗೆ ತ್ರಿ ವೀಲರ್ ಬೈಕ್, ಒಂದು ಬ್ಯಾಟರಿ ಚಾಲಿತ ವೀಲ್ ಚೇರ್, 8 ತ್ರೀ ಚಕ್ರ ಬೈಸಿಕಲ್, 53 ವೀಲ್ ಚೇರ್, 34 ಶ್ರವಣ ಯಂತ್ರ, 28 ಎಂಆರ್ ಕಿಟ್ ಗಳನ್ನು ವಿತರಿಸಲಾಯಿತು. ಈ ಸಂದರ್ಭದಲ್ಲಿ ಉಪವಿಭಾಗಾಧಿಕಾರಿ ಗೋಟೂರು ಶಿವಪ್ಪ, ಜಿ.ಪಂ ಉಪಕಾರ್ಯದರ್ಶಿ ಈಶ್ವರಯ್ಯ, ತಾ.ಪಂ ಇ.ಒ ಲಕ್ಷ್ಮಣ್, ಯೋಜನಾಧಿಕಾರಿ ಧನಂಜಯ, ಗ್ಯಾರಂಟಿ ಯೋಜನಾ ಸಮಿತಿ ಅಧ್ಯಕ್ಷ ಚೌಡಪ್ಪ ಇತರರಿದ್ದರು. [644,447,915,638]
story1-headline: 134 ವಿಶೇಷ ಚೇತನರಿಗೆ ವಿವಿಧ ಸಲಕರಣೆಗಳ ವಿತರಣೆ [75,119,911,174]
page-number: 3 [1428,45,1471,91]
